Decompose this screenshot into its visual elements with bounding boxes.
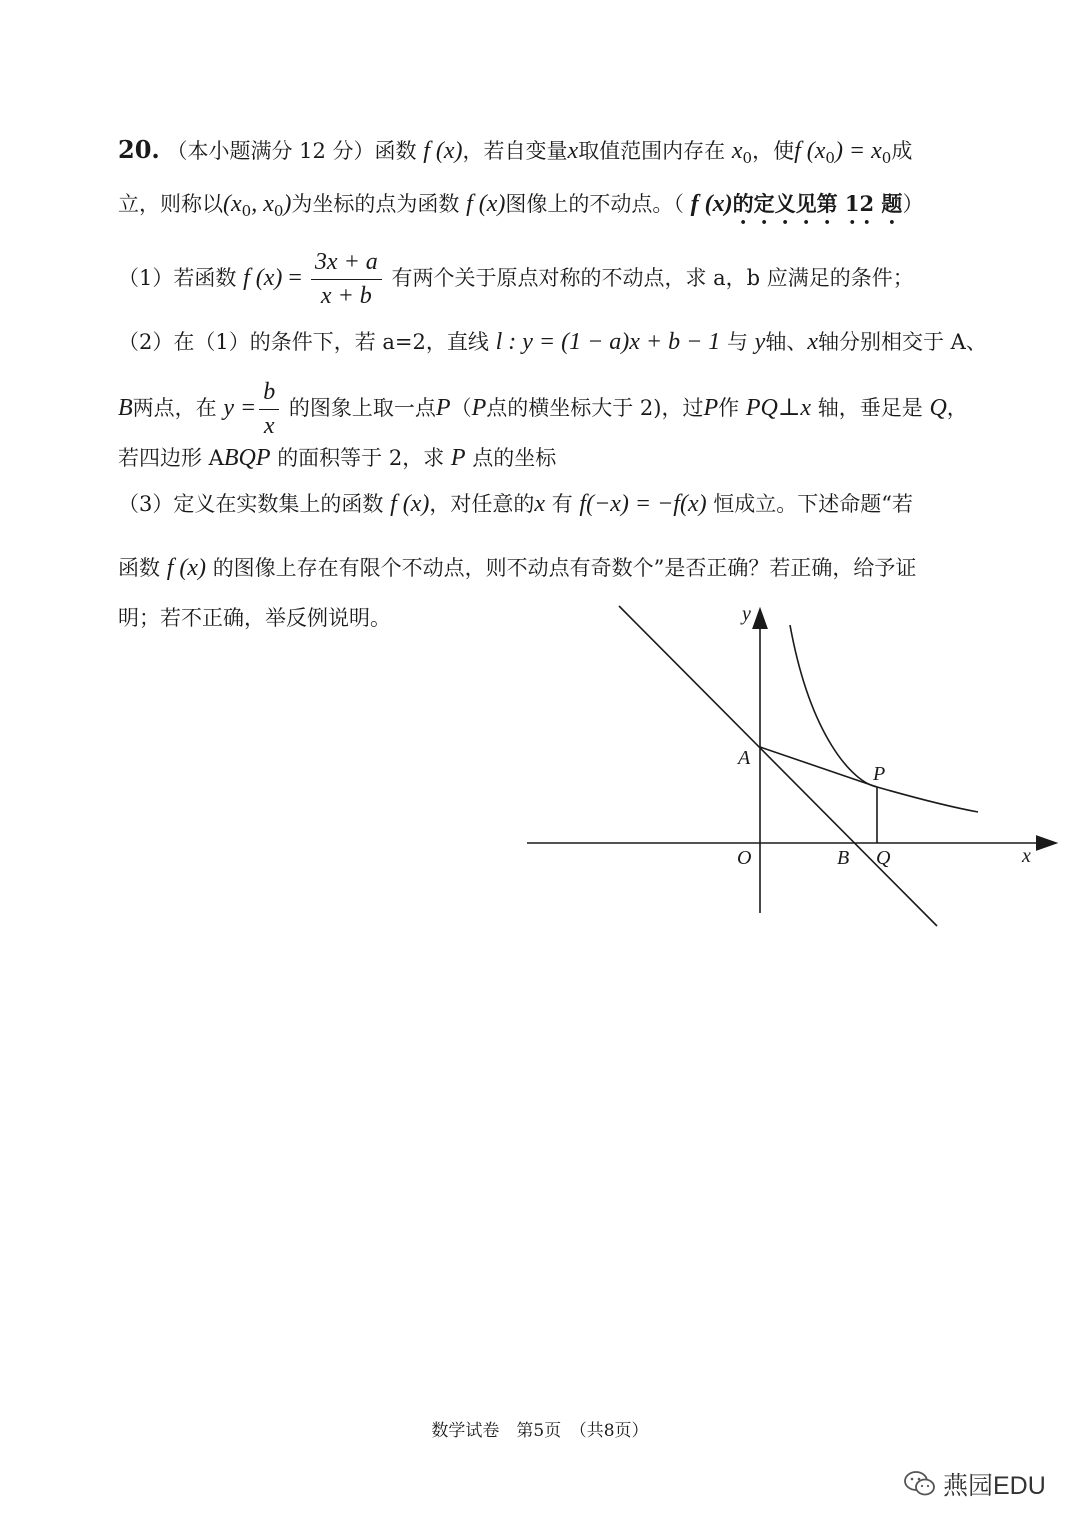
label-Q: Q [876,847,891,869]
part2-line2: B两点，在 y = $\frac{b}{x}$ 的图象上取一点P（P点的横坐标大于 2)，过P作 PQ⊥x 轴，垂足是 Q， [118,379,968,439]
wechat-icon [903,1469,937,1499]
part3-line1: （3）定义在实数集上的函数 f (x)，对任意的x 有 f(−x) = −f(x) 恒成立。下述命题“若 [118,491,914,517]
problem-intro-line1: 20. （本小题满分 12 分）函数 f (x)，若自变量x取值范围内存在 $x_0$，使f $(x_0) = x_0$成 [118,135,913,168]
part1-fraction: $\frac{3x + a}{x + b}$ [311,248,382,311]
part1-line: （1）若函数 f (x) = $\frac{3x + a}{x + b}$ 有两个关于原点对称的不动点，求 a，b 应满足的条件； [118,249,914,309]
problem-number: 20. [118,135,160,164]
part2-line3: 若四边形 ABQP 的面积等于 2，求 P 点的坐标 [118,445,557,471]
label-x: x [1022,845,1031,867]
line-l [619,606,937,926]
score-note: （本小题满分 12 分） [166,139,375,163]
page-footer: 数学试卷 第5页 （共8页） [431,1421,649,1441]
definition-reference: 的定义见第 12 题 [732,191,903,216]
watermark-text: 燕园EDU [943,1472,1046,1500]
part2-line1: （2）在（1）的条件下，若 a=2，直线 l : y = (1 − a)x + b − 1 与 y轴、x轴分别相交于 A、 [118,329,987,355]
label-A: A [738,747,751,769]
label-y: y [742,603,751,625]
part3-line2: 函数 f (x) 的图像上存在有限个不动点，则不动点有奇数个”是否正确？若正确，给予证 [118,555,917,581]
label-O: O [737,847,752,869]
watermark [903,1466,1046,1502]
label-P: P [873,763,886,785]
part3-line3: 明；若不正确，举反例说明。 [118,606,391,630]
problem-intro-line2: 立，则称以($x_0$, $x_0$)为坐标的点为函数 f (x)图像上的不动点。（ f (x)的定义见第 12 题） [118,191,924,221]
label-B: B [837,847,850,869]
part2-fraction: $\frac{b}{x}$ [259,378,279,441]
segment-AP [760,747,877,787]
coordinate-figure [520,598,1060,938]
